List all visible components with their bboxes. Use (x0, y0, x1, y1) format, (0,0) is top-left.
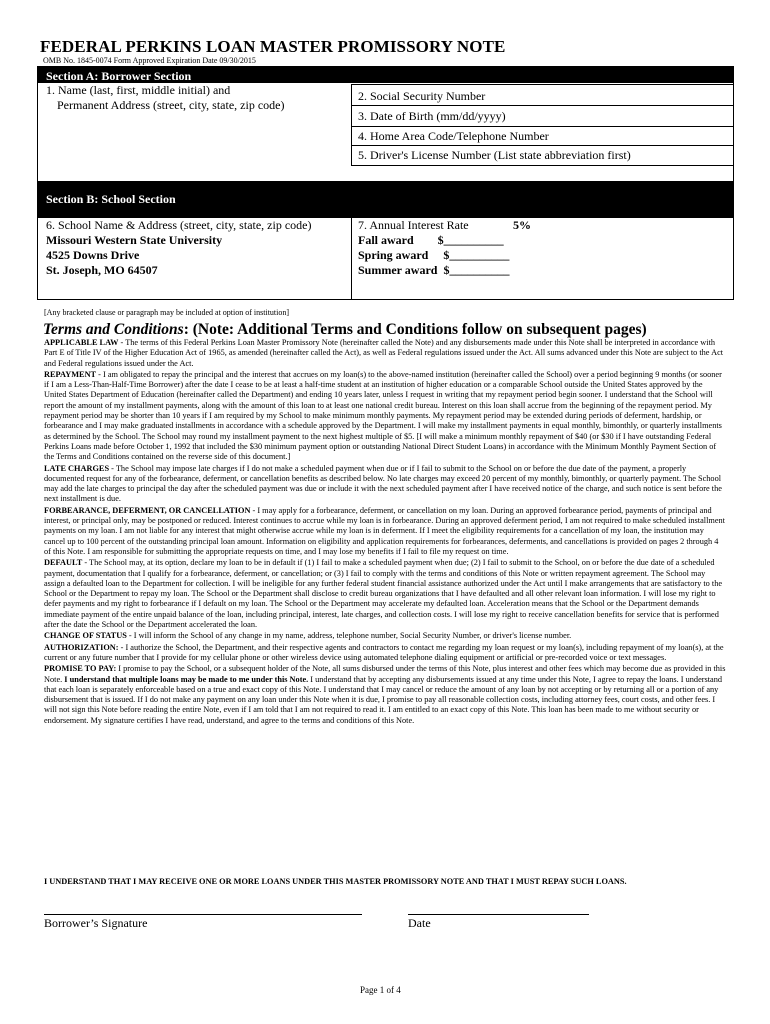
section-a-heading: Section A: Borrower Section (38, 67, 733, 83)
school-name: Missouri Western State University (46, 233, 223, 247)
forbearance-text: - I may apply for a forbearance, deferment, or cancellation on my loan. During an approved forbearance period, payments of principal and interest, or principal only, may be postponed or reduced. Interest continues to accrue while my loan is in forbearance. During an approved deferment period, I am not required to make scheduled installment payments on my loan. I am not liable for any interest that might otherwise accrue while my loan is in deferment. If I meet the eligibility requirements for a cancellation of my loan, the institution may cancel up to 100 percent of the outstanding principal loan amount. Information on eligibility and application requirements for forbearances, deferments, and cancellations is provided on pages 2 through 4 of this Note. I am responsible for submitting the appropriate requests on time, and I may lose my benefits if I fail to file my request on time. (44, 505, 725, 556)
default-paragraph (44, 558, 726, 630)
section-b-heading: Section B: School Section (38, 181, 733, 218)
school-field-label: 6. School Name & Address (street, city, state, zip code) (46, 218, 312, 232)
promise-to-pay-text-b: I understand that multiple loans may be made to me under this Note. (64, 674, 309, 684)
field-dob[interactable]: 3. Date of Birth (mm/dd/yyyy) (351, 106, 734, 127)
change-of-status-heading: CHANGE OF STATUS (44, 631, 127, 641)
spring-award[interactable]: Spring award $__________ (358, 248, 510, 262)
change-of-status-text: - I will inform the School of any change in my name, address, telephone number, Social Security Number, or driver's license number. (126, 631, 572, 641)
school-street: 4525 Downs Drive (46, 248, 140, 262)
late-charges-paragraph (44, 464, 726, 505)
default-heading: DEFAULT (44, 558, 83, 568)
field-phone[interactable]: 4. Home Area Code/Telephone Number (351, 127, 734, 146)
late-charges-text: - The School may impose late charges if I do not make a scheduled payment when due or if I fail to submit to the School on or before the due date of the payment, a properly documented request for any of the forbearance, deferment, or cancellation benefits as described below. No late charges may exceed 20 percent of my monthly, bimonthly, or quarterly payment. The School may add the late charges to principal the day after the scheduled payment was due or include it with the next scheduled payment after I have received notice of the charge, and such notice is sent before the next installment is due. (44, 463, 722, 504)
field-interest-rate (351, 218, 734, 300)
field-address-label: Permanent Address (street, city, state, zip code) (57, 98, 285, 112)
applicable-law-paragraph (44, 338, 726, 369)
acknowledgement: I UNDERSTAND THAT I MAY RECEIVE ONE OR MORE LOANS UNDER THIS MASTER PROMISSORY NOTE AND THAT I MUST REPAY SUCH LOANS. (44, 877, 627, 886)
promise-to-pay-paragraph (44, 664, 726, 726)
field-name-label: 1. Name (last, first, middle initial) and (46, 83, 231, 97)
forbearance-heading: FORBEARANCE, DEFERMENT, OR CANCELLATION (44, 505, 251, 515)
bracket-note: [Any bracketed clause or paragraph may be included at option of institution] (44, 308, 290, 317)
summer-award[interactable]: Summer award $__________ (358, 263, 510, 277)
forbearance-paragraph (44, 506, 726, 557)
promise-to-pay-text-c: I understand that by accepting any disbursements issued at any time under this Note, I agree to repay the loans. I understand that each loan is separately enforceable based on a true and exact copy of this Note. I understand that I may cancel or reduce the amount of any loan by not accepting or by returning all or a portion of any disbursement that is issued. If I do not make any payment on any loan under this Note when it is due, I promise to pay all reasonable collection costs, including attorney fees, court costs, and other fees. I will not sign this Note before reading the entire Note, even if I am told that I am not required to read it. I am entitled to an exact copy of this Note. This loan has been made to me without security or endorsement. My signature certifies I have read, understand, and agree to the terms and conditions of this Note. (44, 674, 723, 725)
repayment-paragraph (44, 370, 726, 463)
change-of-status-paragraph (44, 631, 726, 641)
terms-body (44, 338, 726, 727)
field-ssn[interactable]: 2. Social Security Number (351, 84, 734, 106)
late-charges-heading: LATE CHARGES (44, 463, 110, 473)
default-text: - The School may, at its option, declare my loan to be in default if (1) I fail to make a scheduled payment when due; (2) I fail to submit to the School, on or before the due date of a scheduled payment, documentation that I qualify for a forbearance, deferment, or cancellation; or (3) I fail to comply with the terms and conditions of this Note or written repayment agreement. The School may assign a defaulted loan to the Department for collection. I will be ineligible for any further federal student financial assistance authorized under the Act until I make arrangements that are satisfactory to the School or the Department to repay my loan. The School or the Department shall disclose to credit bureau organizations that I have defaulted and all other relevant loan information. I will lose my right to defer payments and my right to forbearance if I default on my loan. The School or the Department may accelerate my defaulted loan. Acceleration means that the School or the Department demands immediate payment of the entire unpaid balance of the loan, including principal, interest, late charges, and collection costs. I will lose my right to receive cancellation benefits for service that is performed after the date the School or the Department accelerated the loan. (44, 558, 723, 630)
promise-to-pay-heading: PROMISE TO PAY: (44, 664, 117, 674)
date-label: Date (408, 916, 431, 930)
omb-info: OMB No. 1845-0074 Form Approved Expiration Date 09/30/2015 (43, 56, 256, 65)
terms-heading-rest: : (Note: Additional Terms and Conditions follow on subsequent pages) (183, 321, 647, 338)
interest-rate-value: 5% (513, 218, 531, 232)
form-box (37, 66, 734, 300)
authorization-paragraph (44, 643, 726, 664)
date-line[interactable] (408, 914, 589, 915)
school-city: St. Joseph, MO 64507 (46, 263, 158, 277)
field-drivers-license[interactable]: 5. Driver's License Number (List state abbreviation first) (351, 146, 734, 166)
terms-heading-italic: Terms and Conditions (43, 321, 184, 338)
document-title: FEDERAL PERKINS LOAN MASTER PROMISSORY NOTE (40, 37, 506, 56)
authorization-text: - I authorize the School, the Department, and their respective agents and contractors to contact me regarding my loan request or my loan(s), including repayment of my loan(s), at the current or any future number that I provide for my cellular phone or other wireless device using automated telephone dialing equipment or artificial or pre-recorded voice or text messages. (44, 642, 724, 662)
interest-rate-label: 7. Annual Interest Rate (358, 218, 469, 232)
authorization-heading: AUTHORIZATION: (44, 642, 119, 652)
repayment-heading: REPAYMENT (44, 369, 97, 379)
signature-label: Borrower’s Signature (44, 916, 148, 930)
promise-to-pay-text-a: I promise to pay the School, or a subsequent holder of the Note, all sums disbursed under the terms of this Note, plus interest and other fees which may become due as provided in this Note. (44, 664, 726, 684)
field-name-address[interactable] (46, 83, 284, 113)
fall-award[interactable]: Fall award $__________ (358, 233, 504, 247)
terms-heading (43, 321, 647, 339)
repayment-text: - I am obligated to repay the principal and the interest that accrues on my loan(s) to the above-named institution (hereinafter called the School) over a period beginning 9 months (or sooner if I am a Less-Than-Half-Time Borrower) after the date I cease to be at least a half-time student at an institution of higher education or a comparable School outside the United States approved by the United States Department of Education (hereinafter called the Department) and ending 10 years later, unless I request in writing that my repayment period begin sooner. I understand that the School will report the amount of my installment payments, along with the amount of this loan to at least one national credit bureau. Interest on this loan shall accrue from the beginning of the repayment period. My repayment period may be shorter than 10 years if I am required by my School to make minimum monthly payments. My repayment period may be extended during periods of deferment, hardship, or forbearance and I may make graduated installments in accordance with a schedule approved by the Department. I will make my installment payments in equal monthly, bimonthly, or quarterly installments as determined by the School. The School may round my installment payment to the next highest multiple of $5. [I will make a minimum monthly repayment of $40 (or $30 if I have outstanding Federal Perkins Loans made before October 1, 1992 that included the $30 minimum payment option or outstanding National Direct Student Loans) in accordance with the Minimum Monthly Payment Section of the Terms and Conditions contained on the reverse side of this document.] (44, 369, 722, 462)
signature-line[interactable] (44, 914, 362, 915)
page-number: Page 1 of 4 (360, 985, 401, 995)
applicable-law-text: - The terms of this Federal Perkins Loan Master Promissory Note (hereinafter called the Note) and any disbursements made under this Note shall be interpreted in accordance with Part E of Title IV of the Higher Education Act of 1965, as amended (hereinafter called the Act), as well as Federal regulations issued under the Act. All sums advanced under this Note are subject to the Act and Federal regulations issued under the Act. (44, 338, 724, 368)
applicable-law-heading: APPLICABLE LAW (44, 338, 119, 347)
field-school-address (38, 218, 351, 300)
